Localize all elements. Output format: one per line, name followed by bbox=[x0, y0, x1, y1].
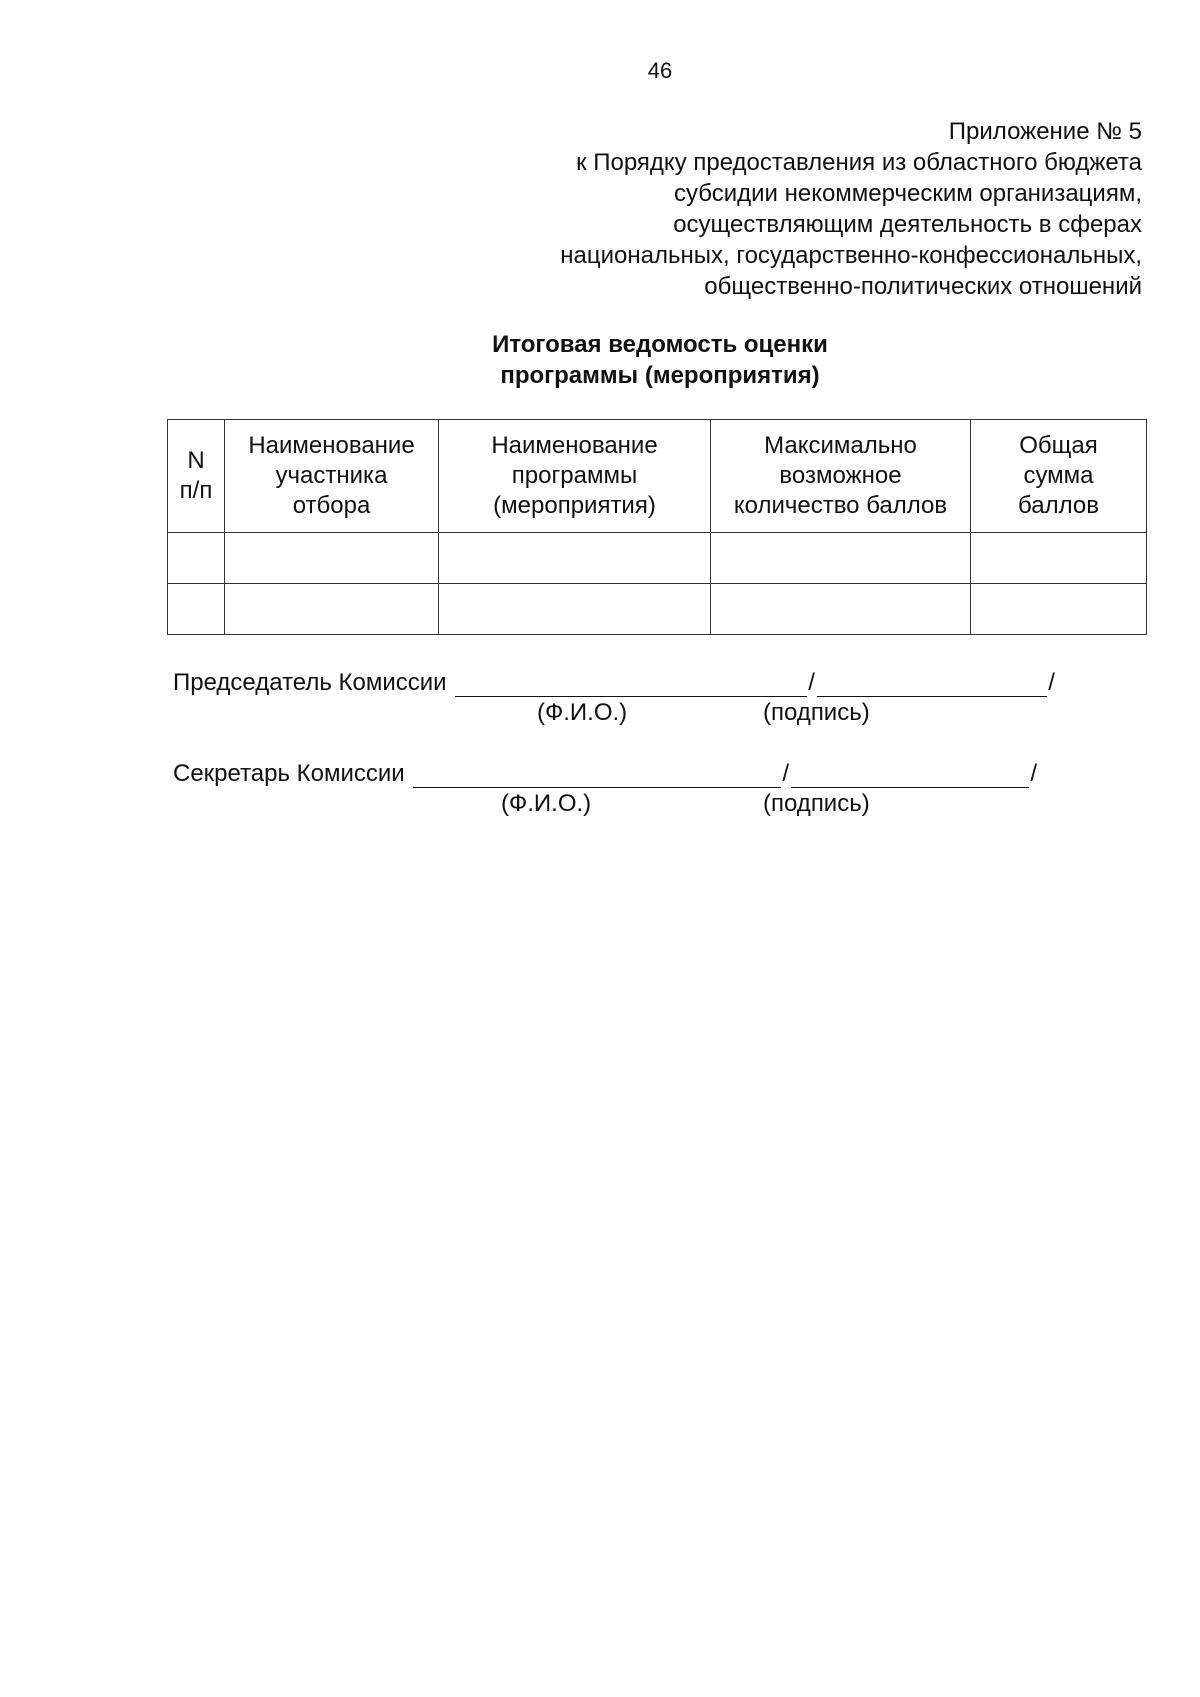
table-cell[interactable] bbox=[711, 533, 971, 584]
page-number: 46 bbox=[647, 58, 673, 83]
appendix-line: осуществляющим деятельность в сферах bbox=[673, 211, 1142, 238]
table-row bbox=[168, 533, 1147, 584]
title-line: программы (мероприятия) bbox=[500, 362, 820, 389]
table-cell[interactable] bbox=[225, 584, 439, 635]
secretary-label: Секретарь Комиссии bbox=[173, 760, 405, 787]
separator-slash: / bbox=[782, 760, 790, 787]
column-header-max-score: Максимально возможное количество баллов bbox=[711, 420, 971, 533]
separator-slash: / bbox=[1030, 760, 1038, 787]
separator-slash: / bbox=[1048, 669, 1055, 696]
table-cell[interactable] bbox=[439, 533, 711, 584]
chairman-label: Председатель Комиссии bbox=[173, 669, 447, 696]
table-cell[interactable] bbox=[168, 533, 225, 584]
table-cell[interactable] bbox=[711, 584, 971, 635]
secretary-signature-field[interactable] bbox=[791, 763, 1029, 788]
chairman-signature-field[interactable] bbox=[817, 672, 1047, 697]
appendix-line: национальных, государственно-конфессиональных, bbox=[560, 242, 1142, 269]
secretary-fio-hint: (Ф.И.О.) bbox=[501, 790, 592, 817]
table-cell[interactable] bbox=[168, 584, 225, 635]
table-cell[interactable] bbox=[439, 584, 711, 635]
appendix-line: Приложение № 5 bbox=[948, 118, 1142, 145]
chairman-fio-hint: (Ф.И.О.) bbox=[537, 699, 628, 726]
document-title bbox=[0, 329, 1200, 391]
separator-slash: / bbox=[808, 669, 815, 696]
table-cell[interactable] bbox=[971, 533, 1147, 584]
title-line: Итоговая ведомость оценки bbox=[492, 331, 828, 358]
appendix-line: субсидии некоммерческим организациям, bbox=[673, 180, 1142, 207]
secretary-fio-field[interactable] bbox=[413, 763, 781, 788]
table-row bbox=[168, 584, 1147, 635]
chairman-fio-field[interactable] bbox=[455, 672, 807, 697]
appendix-line: к Порядку предоставления из областного бюджета bbox=[576, 149, 1142, 176]
column-header-participant: Наименование участника отбора bbox=[225, 420, 439, 533]
column-header-number: N п/п bbox=[168, 420, 225, 533]
table-header-row bbox=[168, 420, 1147, 533]
secretary-signature-hint: (подпись) bbox=[763, 790, 870, 817]
evaluation-table bbox=[167, 419, 1147, 635]
secretary-signature-block bbox=[173, 760, 1039, 820]
table-cell[interactable] bbox=[971, 584, 1147, 635]
chairman-signature-hint: (подпись) bbox=[763, 699, 870, 726]
column-header-total-score: Общая сумма баллов bbox=[971, 420, 1147, 533]
chairman-signature-block bbox=[173, 669, 1057, 729]
column-header-program: Наименование программы (мероприятия) bbox=[439, 420, 711, 533]
appendix-line: общественно-политических отношений bbox=[704, 273, 1142, 300]
appendix-header bbox=[560, 116, 1142, 302]
table-cell[interactable] bbox=[225, 533, 439, 584]
